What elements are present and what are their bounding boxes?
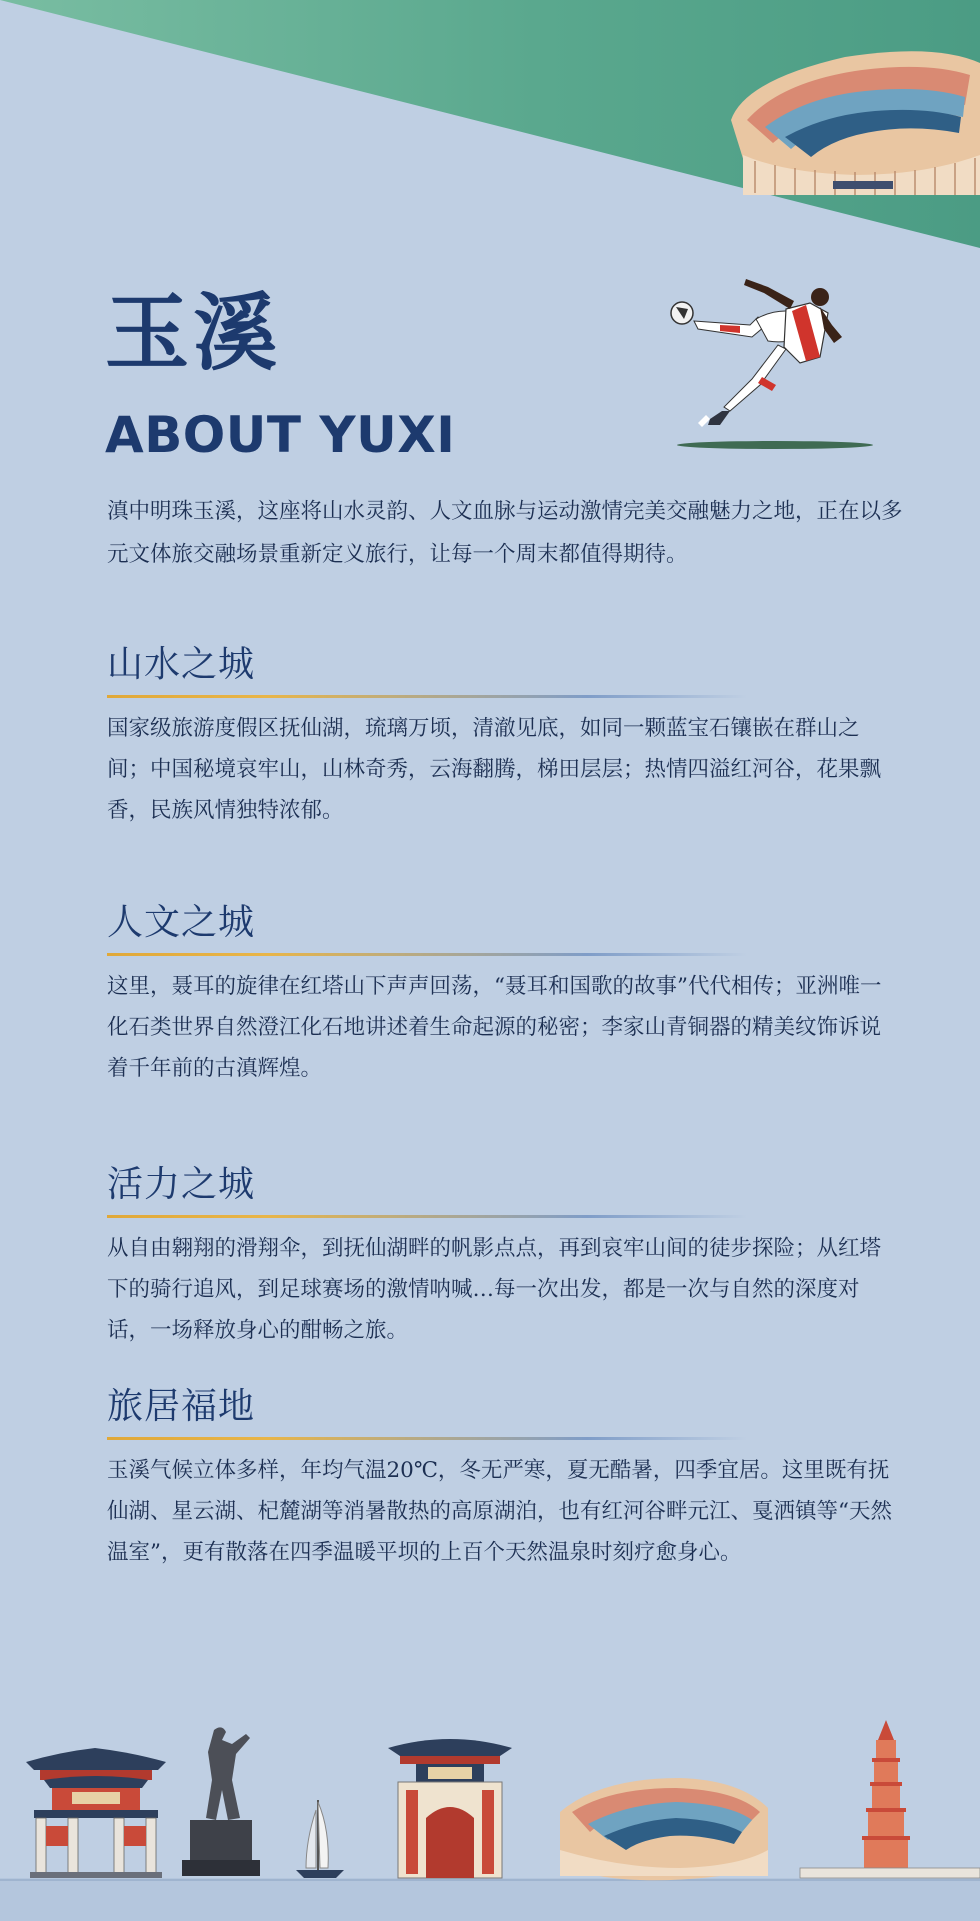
heading-divider: [107, 953, 747, 956]
gate-icon: [26, 1748, 166, 1878]
arch-gate-icon: [388, 1739, 512, 1878]
section-body: 这里，聂耳的旋律在红塔山下声声回荡，“聂耳和国歌的故事”代代相传；亚洲唯一化石类世界自然澄江化石地讲述着生命起源的秘密；李家山青铜器的精美纹饰诉说着千年前的古滇辉煌。: [107, 974, 882, 1081]
page-title: 玉溪: [105, 284, 282, 382]
section-landscape: [107, 641, 897, 831]
statue-icon: [182, 1727, 260, 1876]
heading-divider: [107, 695, 747, 698]
section-body: 从自由翱翔的滑翔伞，到抚仙湖畔的帆影点点，再到哀牢山间的徒步探险；从红塔下的骑行追风，到足球赛场的激情呐喊…每一次出发，都是一次与自然的深度对话，一场释放身心的酣畅之旅。: [107, 1236, 882, 1343]
section-heading: 活力之城: [107, 1164, 256, 1205]
sailboat-icon: [296, 1800, 344, 1878]
stadium-illustration-icon: [725, 45, 980, 205]
page-subtitle: ABOUT YUXI: [105, 406, 456, 464]
stadium-icon: [560, 1778, 768, 1880]
pagoda-icon: [800, 1720, 980, 1878]
yuxi-landmarks-illustration-icon: [0, 1700, 980, 1921]
section-heading: 山水之城: [107, 644, 256, 685]
section-body: 国家级旅游度假区抚仙湖，琉璃万顷，清澈见底，如同一颗蓝宝石镶嵌在群山之间；中国秘境哀牢山，山林奇秀，云海翻腾，梯田层层；热情四溢红河谷，花果飘香，民族风情独特浓郁。: [107, 716, 882, 823]
heading-divider: [107, 1437, 747, 1440]
heading-divider: [107, 1215, 747, 1218]
footballer-illustration-icon: [660, 265, 880, 465]
section-vitality: [107, 1161, 897, 1351]
section-residence: [107, 1383, 897, 1573]
section-culture: [107, 899, 897, 1089]
section-body: 玉溪气候立体多样，年均气温20℃，冬无严寒，夏无酷暑，四季宜居。这里既有抚仙湖、星云湖、杞麓湖等消暑散热的高原湖泊，也有红河谷畔元江、戛洒镇等“天然温室”，更有散落在四季温暖平坝的上百个天然温泉时刻疗愈身心。: [107, 1458, 892, 1565]
section-heading: 旅居福地: [107, 1386, 256, 1427]
section-heading: 人文之城: [107, 902, 256, 943]
intro-paragraph: 滇中明珠玉溪，这座将山水灵韵、人文血脉与运动激情完美交融魅力之地，正在以多元文体旅交融场景重新定义旅行，让每一个周末都值得期待。: [107, 499, 903, 567]
